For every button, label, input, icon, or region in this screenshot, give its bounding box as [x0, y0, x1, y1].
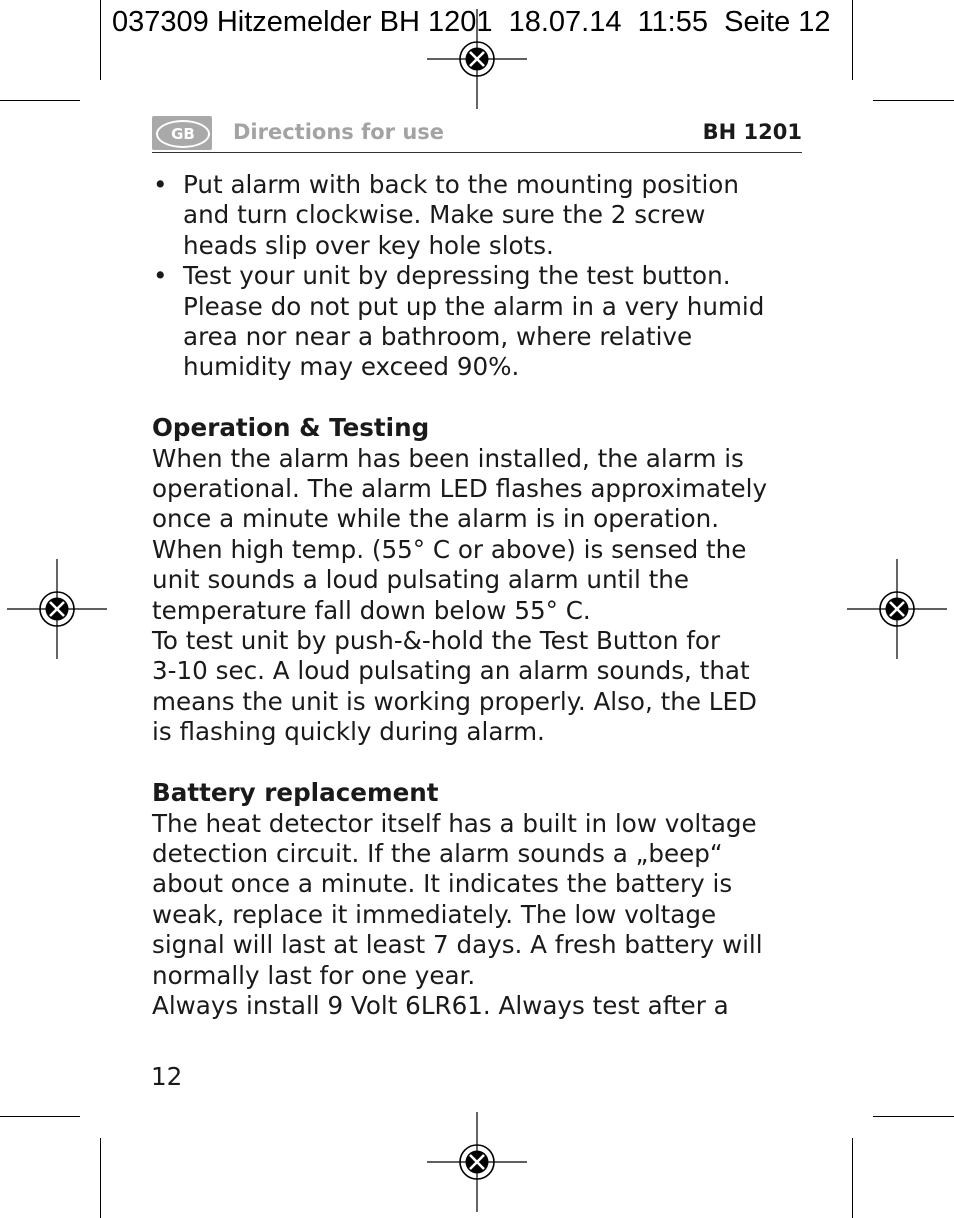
crop-mark-top-left-horizontal [0, 100, 80, 101]
page-body [152, 170, 802, 1021]
text-line: 3-10 sec. A loud pulsating an alarm sounds, that [152, 656, 750, 686]
text-line: When the alarm has been installed, the alarm is [152, 443, 744, 473]
text-line: detection circuit. If the alarm sounds a „beep“ [152, 838, 723, 868]
text-line: once a minute while the alarm is in operation. [152, 504, 720, 534]
text-line: To test unit by push-&-hold the Test Button for [152, 626, 721, 656]
text-line: The heat detector itself has a built in low voltage [152, 808, 757, 838]
crop-mark-bottom-right-horizontal [873, 1116, 954, 1117]
text-line: signal will last at least 7 days. A fresh battery will [152, 930, 763, 960]
running-header [152, 114, 802, 153]
text-line: normally last for one year. [152, 960, 476, 990]
text-line: humidity may exceed 90%. [183, 352, 520, 382]
text-line: Always install 9 Volt 6LR61. Always test after a [152, 990, 729, 1020]
crop-mark-top-right-horizontal [873, 100, 954, 101]
language-badge [152, 116, 212, 150]
operation-paragraph [152, 444, 802, 748]
registration-mark-left-icon [7, 559, 107, 659]
crop-mark-bottom-left-horizontal [0, 1116, 80, 1117]
text-line: Test your unit by depressing the test button. [183, 261, 731, 291]
operation-heading: Operation & Testing [152, 413, 430, 443]
text-line: Please do not put up the alarm in a very humid [183, 291, 765, 321]
paragraph-spacer [152, 383, 802, 413]
page-number: 12 [151, 1062, 183, 1091]
text-line: area nor near a bathroom, where relative [183, 322, 693, 352]
registration-mark-top-icon [427, 9, 527, 109]
crop-mark-top-right-vertical [852, 0, 853, 80]
registration-mark-bottom-icon [427, 1112, 527, 1212]
text-line: about once a minute. It indicates the battery is [152, 869, 733, 899]
text-line: Put alarm with back to the mounting position [183, 170, 739, 199]
battery-paragraph [152, 809, 802, 1022]
battery-heading: Battery replacement [152, 778, 439, 808]
bullet-marker: • [153, 170, 168, 199]
bullet-marker: • [153, 261, 168, 291]
crop-mark-top-left-vertical [100, 0, 101, 80]
text-line: and turn clockwise. Make sure the 2 screw [183, 200, 706, 230]
language-badge-label: GB [156, 120, 210, 148]
list-item [152, 261, 802, 383]
print-slug-line: 037309 Hitzemelder BH 1201 18.07.14 11:55 Seite 12 [112, 6, 831, 38]
text-line: temperature fall down below 55° C. [152, 595, 591, 625]
text-line: weak, replace it immediately. The low voltage [152, 899, 717, 929]
registration-mark-right-icon [847, 559, 947, 659]
text-line: heads slip over key hole slots. [183, 230, 554, 260]
model-number: BH 1201 [702, 120, 802, 144]
text-line: operational. The alarm LED flashes approximately [152, 474, 768, 504]
paragraph-spacer [152, 748, 802, 778]
text-line: means the unit is working properly. Also, the LED [152, 686, 757, 716]
text-line: unit sounds a loud pulsating alarm until the [152, 565, 690, 595]
section-title: Directions for use [233, 120, 445, 144]
list-item [152, 170, 802, 261]
crop-mark-bottom-right-vertical [852, 1138, 853, 1218]
crop-mark-bottom-left-vertical [100, 1138, 101, 1218]
text-line: When high temp. (55° C or above) is sensed the [152, 534, 747, 564]
text-line: is flashing quickly during alarm. [152, 717, 545, 747]
